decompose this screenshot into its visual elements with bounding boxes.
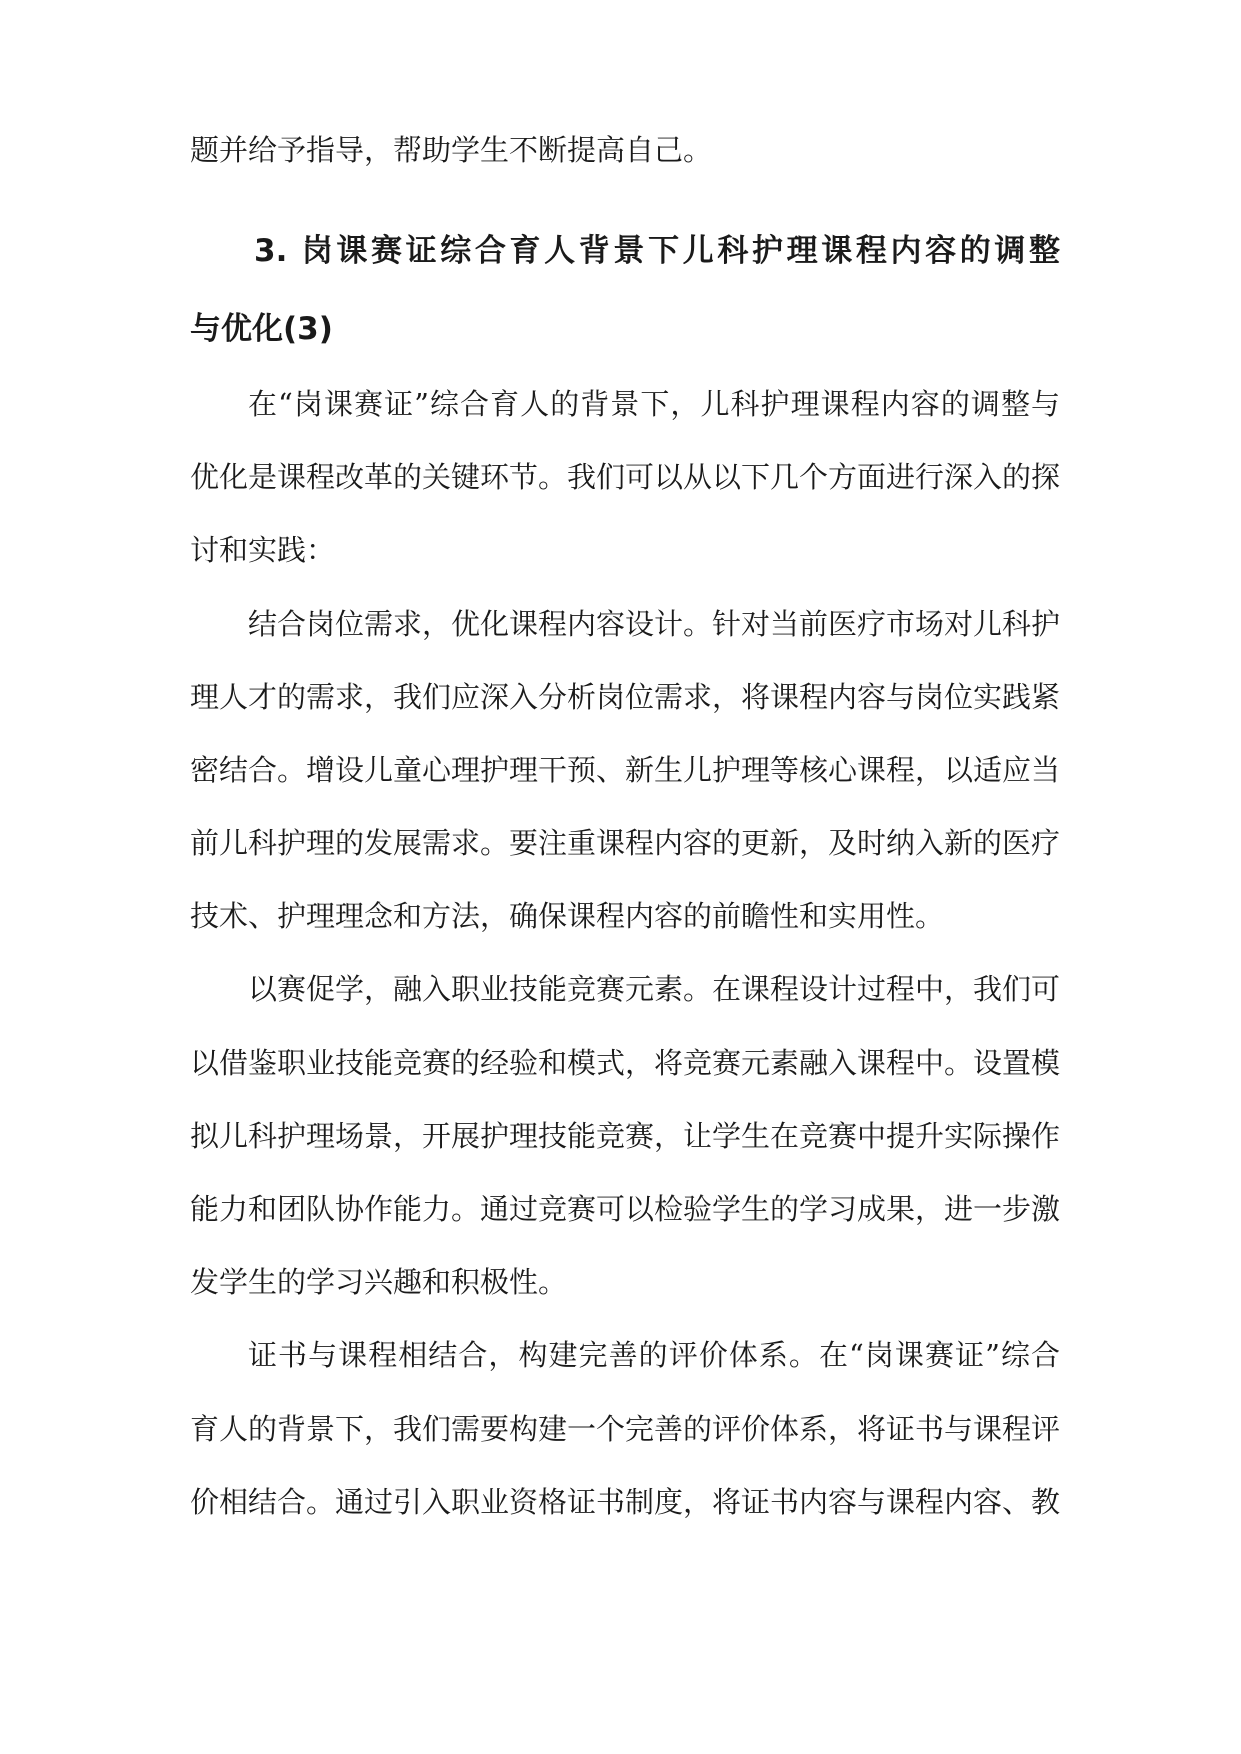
paragraph-3-line-1: 以赛促学，融入职业技能竞赛元素。在课程设计过程中，我们可 (248, 972, 1061, 1006)
paragraph-3-line-4: 能力和团队协作能力。通过竞赛可以检验学生的学习成果，进一步激 (190, 1192, 1061, 1226)
paragraph-1-line-2: 优化是课程改革的关键环节。我们可以从以下几个方面进行深入的探 (190, 460, 1061, 494)
paragraph-3-line-2: 以借鉴职业技能竞赛的经验和模式，将竞赛元素融入课程中。设置模 (190, 1046, 1061, 1080)
paragraph-2-line-4: 前儿科护理的发展需求。要注重课程内容的更新，及时纳入新的医疗 (190, 826, 1061, 860)
paragraph-2-line-5: 技术、护理理念和方法，确保课程内容的前瞻性和实用性。 (190, 899, 945, 933)
paragraph-1-line-3: 讨和实践： (190, 533, 336, 567)
section-heading-line-1: 3. 岗课赛证综合育人背景下儿科护理课程内容的调整 (254, 233, 1060, 269)
paragraph-3-line-3: 拟儿科护理场景，开展护理技能竞赛，让学生在竞赛中提升实际操作 (190, 1119, 1061, 1153)
paragraph-2-line-1: 结合岗位需求，优化课程内容设计。针对当前医疗市场对儿科护 (248, 607, 1061, 641)
paragraph-2-line-3: 密结合。增设儿童心理护理干预、新生儿护理等核心课程，以适应当 (190, 753, 1061, 787)
intro-line: 题并给予指导，帮助学生不断提高自己。 (190, 133, 713, 167)
paragraph-4-line-3: 价相结合。通过引入职业资格证书制度，将证书内容与课程内容、教 (190, 1485, 1061, 1519)
paragraph-3-line-5: 发学生的学习兴趣和积极性。 (190, 1265, 568, 1299)
paragraph-1-line-1: 在“岗课赛证”综合育人的背景下，儿科护理课程内容的调整与 (248, 387, 1060, 421)
paragraph-4-line-1: 证书与课程相结合，构建完善的评价体系。在“岗课赛证”综合 (248, 1338, 1060, 1372)
section-heading-line-2: 与优化(3) (190, 311, 333, 347)
paragraph-4-line-2: 育人的背景下，我们需要构建一个完善的评价体系，将证书与课程评 (190, 1412, 1061, 1446)
paragraph-2-line-2: 理人才的需求，我们应深入分析岗位需求，将课程内容与岗位实践紧 (190, 680, 1061, 714)
